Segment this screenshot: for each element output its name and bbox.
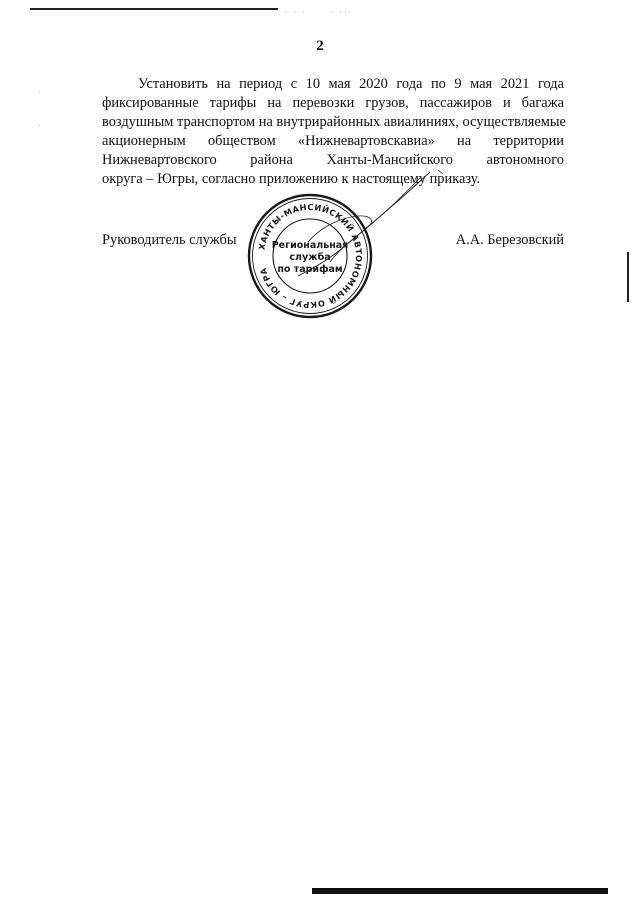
scan-artifact-right-bar <box>627 252 629 302</box>
scan-artifact-left-dots: · · <box>38 88 42 132</box>
seal-center-line-3: по тарифам <box>277 264 343 275</box>
body-line: округа – Югры, согласно приложению к настоящему приказу. <box>102 171 481 187</box>
body-line: фиксированные тарифы на перевозки грузов, пассажиров и багажа <box>102 95 564 111</box>
seal-ring-text: ХАНТЫ-МАНСИЙСКИЙ АВТОНОМНЫЙ ОКРУГ – ЮГРА <box>256 201 365 311</box>
body-line: Нижневартовского района Ханты-Мансийского автономного <box>102 152 564 168</box>
seal-center-line-1: Региональная <box>271 240 349 251</box>
signer-position: Руководитель службы <box>102 232 237 248</box>
body-line: воздушным транспортом на внутрирайонных авиалиниях, осуществляемые <box>102 114 566 130</box>
seal-center-line-2: служба <box>289 252 331 263</box>
signer-name: А.А. Березовский <box>455 232 564 248</box>
scan-artifact-bottom-bar <box>312 888 608 894</box>
handwritten-signature <box>280 170 450 280</box>
scan-artifact-top-line <box>30 8 278 10</box>
body-line: акционерным обществом «Нижневартовскавиа» на территории <box>102 133 564 149</box>
scan-artifact-specks: · ‧ · ‧ ·‧· <box>285 8 354 17</box>
body-line: Установить на период с 10 мая 2020 года по 9 мая 2021 года <box>138 76 564 92</box>
page-number: 2 <box>316 38 324 54</box>
